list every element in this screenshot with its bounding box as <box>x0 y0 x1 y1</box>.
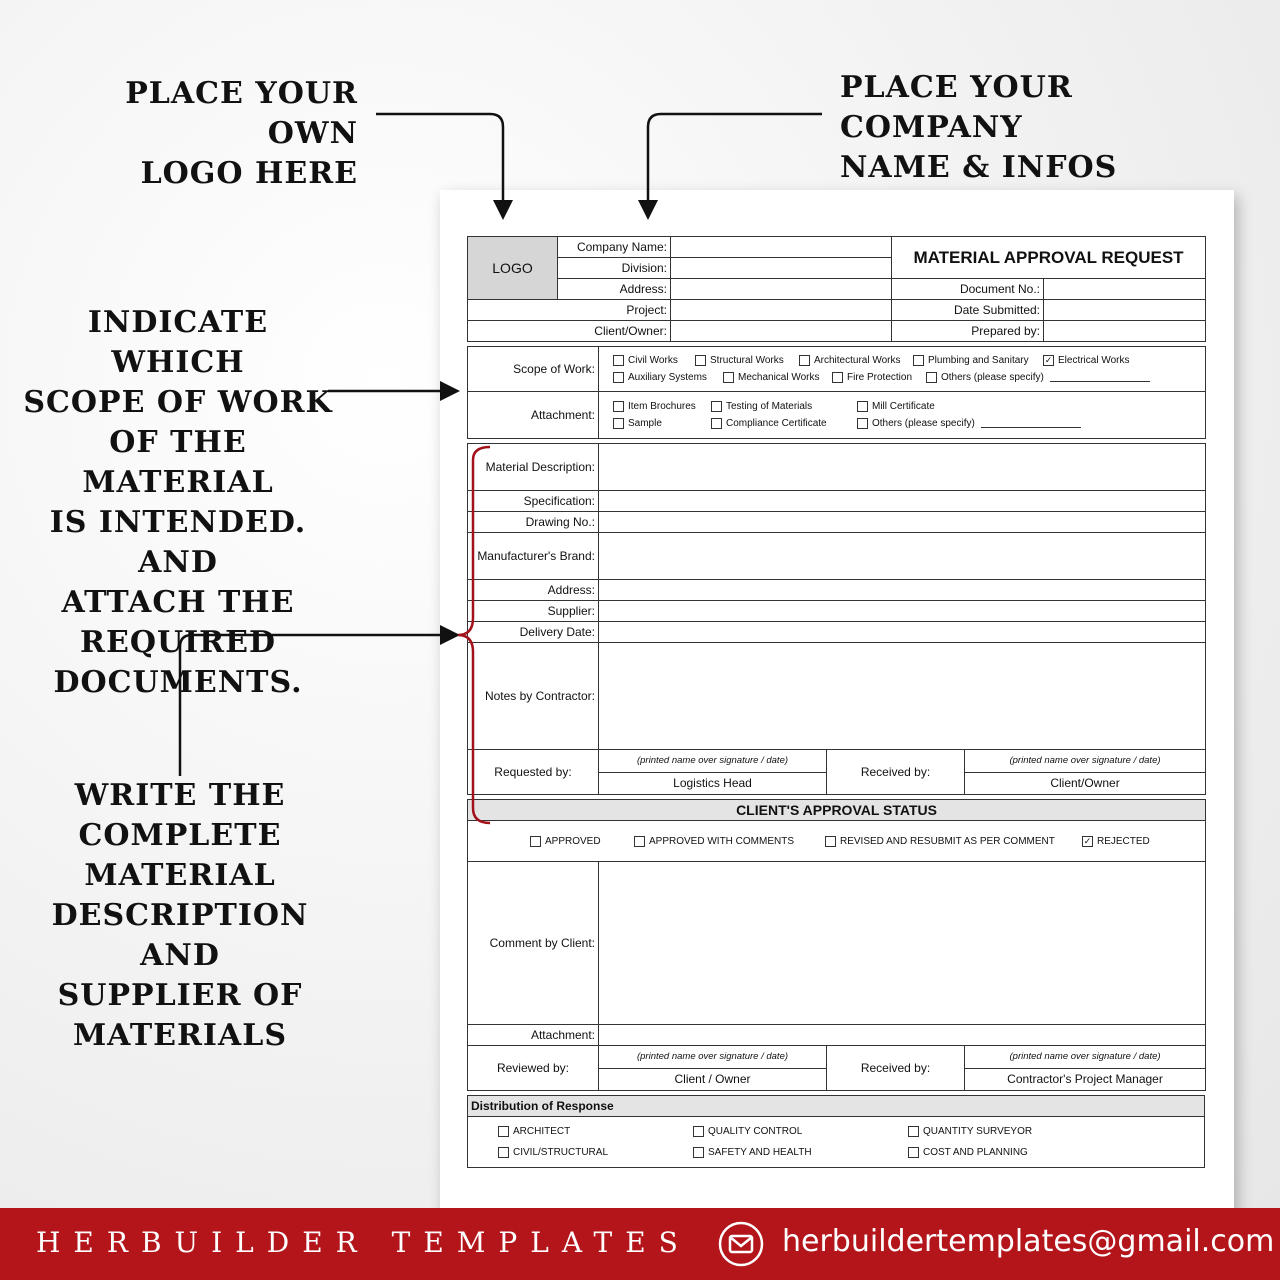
attachment-item-brochures[interactable]: Item Brochures <box>613 401 703 412</box>
scope-table <box>467 346 1206 439</box>
status-rejected[interactable]: ✓ REJECTED <box>1083 835 1150 847</box>
delivery-date-label: Delivery Date: <box>468 622 599 643</box>
notes-contractor-label: Notes by Contractor: <box>468 643 599 750</box>
mfr-address-label: Address: <box>468 580 599 601</box>
specify-line[interactable] <box>1050 373 1150 382</box>
scope-auxiliary-systems[interactable]: Auxiliary Systems <box>613 372 715 383</box>
specification-field[interactable] <box>599 491 1206 512</box>
scope-architectural-works[interactable]: Architectural Works <box>799 355 905 366</box>
footer-bar <box>0 1208 1280 1280</box>
client-owner-field[interactable] <box>671 321 892 342</box>
scope-electrical-works[interactable]: ✓ Electrical Works <box>1044 355 1130 366</box>
form-title: MATERIAL APPROVAL REQUEST <box>892 237 1206 279</box>
callout-logo: PLACE YOUR OWN LOGO HERE <box>125 76 358 191</box>
checkbox-icon <box>613 401 624 412</box>
checkbox-icon <box>693 1126 704 1137</box>
material-table <box>467 443 1206 795</box>
status-options <box>468 821 1206 862</box>
attachment-mill-certificate[interactable]: Mill Certificate <box>857 401 935 412</box>
scope-civil-works[interactable]: Civil Works <box>613 355 687 366</box>
distribution-row-2 <box>498 1147 1201 1158</box>
dist-safety-health[interactable]: SAFETY AND HEALTH <box>693 1147 900 1158</box>
callout-scope: INDICATE WHICH SCOPE OF WORK OF THE MATERIAL IS INTENDED. AND ATTACH THE REQUIRED DOCUMENTS. <box>23 305 333 700</box>
manufacturer-brand-label: Manufacturer's Brand: <box>468 533 599 580</box>
checkbox-icon <box>613 372 624 383</box>
contractor-pm-label: Contractor's Project Manager <box>965 1068 1206 1091</box>
scope-structural-works[interactable]: Structural Works <box>695 355 791 366</box>
checkbox-icon <box>530 836 541 847</box>
checkbox-icon <box>857 401 868 412</box>
callout-company: PLACE YOUR COMPANY NAME & INFOS <box>840 70 1118 185</box>
scope-label: Scope of Work: <box>468 347 599 392</box>
scope-others[interactable]: Others (please specify) <box>926 372 1150 383</box>
supplier-field[interactable] <box>599 601 1206 622</box>
dist-quantity-surveyor[interactable]: QUANTITY SURVEYOR <box>908 1126 1032 1137</box>
address-field[interactable] <box>671 279 892 300</box>
attachment-sample[interactable]: Sample <box>613 418 703 429</box>
checkbox-icon <box>613 418 624 429</box>
address-label: Address: <box>558 279 671 300</box>
supplier-label: Supplier: <box>468 601 599 622</box>
attachment-row-2 <box>613 418 1202 429</box>
logistics-head-label: Logistics Head <box>599 772 827 795</box>
scope-row-1 <box>613 355 1202 366</box>
callout-material: WRITE THE COMPLETE MATERIAL DESCRIPTION AND SUPPLIER OF MATERIALS <box>51 778 309 1053</box>
checkbox-icon <box>695 355 706 366</box>
received-by2-label: Received by: <box>827 1046 965 1091</box>
attachment-label: Attachment: <box>468 392 599 439</box>
checkbox-icon <box>908 1147 919 1158</box>
attachment2-label: Attachment: <box>468 1025 599 1046</box>
delivery-date-field[interactable] <box>599 622 1206 643</box>
checkbox-icon <box>634 836 645 847</box>
attachment-row-1 <box>613 401 1202 412</box>
comment-client-label: Comment by Client: <box>468 862 599 1025</box>
attachment2-field[interactable] <box>599 1025 1206 1046</box>
drawing-no-label: Drawing No.: <box>468 512 599 533</box>
specify-line[interactable] <box>981 419 1081 428</box>
checkbox-icon <box>908 1126 919 1137</box>
mfr-address-field[interactable] <box>599 580 1206 601</box>
checkbox-icon <box>498 1147 509 1158</box>
client-owner-sig-label: Client/Owner <box>965 772 1206 795</box>
drawing-no-field[interactable] <box>599 512 1206 533</box>
sig-note: (printed name over signature / date) <box>599 1046 827 1069</box>
header-table <box>467 236 1206 342</box>
contact-email[interactable]: herbuildertemplates@gmail.com <box>782 1224 1275 1259</box>
checkbox-icon <box>825 836 836 847</box>
status-revise-resubmit[interactable]: REVISED AND RESUBMIT AS PER COMMENT <box>825 836 1074 847</box>
sig-note: (printed name over signature / date) <box>965 750 1206 773</box>
scope-plumbing-sanitary[interactable]: Plumbing and Sanitary <box>913 355 1035 366</box>
status-row <box>530 836 1202 847</box>
company-name-field[interactable] <box>671 237 892 258</box>
attachment-compliance[interactable]: Compliance Certificate <box>711 418 849 429</box>
attachment-testing[interactable]: Testing of Materials <box>711 401 849 412</box>
scope-fire-protection[interactable]: Fire Protection <box>832 372 918 383</box>
checkmark-icon: ✓ <box>1044 355 1053 365</box>
client-owner2-label: Client / Owner <box>599 1068 827 1091</box>
logo-placeholder: LOGO <box>468 237 558 300</box>
requested-by-label: Requested by: <box>468 750 599 795</box>
approval-table <box>467 799 1206 1091</box>
status-approved[interactable]: APPROVED <box>530 836 626 847</box>
checkbox-icon <box>498 1126 509 1137</box>
checkbox-icon <box>857 418 868 429</box>
checkbox-icon <box>832 372 843 383</box>
company-name-label: Company Name: <box>558 237 671 258</box>
checkbox-icon <box>711 401 722 412</box>
status-approved-with-comments[interactable]: APPROVED WITH COMMENTS <box>634 836 817 847</box>
dist-quality-control[interactable]: QUALITY CONTROL <box>693 1126 900 1137</box>
material-approval-form <box>467 236 1205 1168</box>
sig-note: (printed name over signature / date) <box>599 750 827 773</box>
material-description-label: Material Description: <box>468 444 599 491</box>
distribution-row-1 <box>498 1126 1201 1137</box>
brand-name: HERBUILDER TEMPLATES <box>36 1226 691 1259</box>
attachment-others[interactable]: Others (please specify) <box>857 418 1081 429</box>
date-submitted-label: Date Submitted: <box>892 300 1044 321</box>
scope-mechanical-works[interactable]: Mechanical Works <box>723 372 824 383</box>
date-submitted-field[interactable] <box>1044 300 1206 321</box>
checkbox-icon <box>913 355 924 366</box>
received-by-label: Received by: <box>827 750 965 795</box>
mail-icon <box>718 1221 764 1267</box>
form-sheet <box>440 190 1234 1220</box>
document-no-label: Document No.: <box>892 279 1044 300</box>
approval-status-title: CLIENT'S APPROVAL STATUS <box>468 800 1206 821</box>
scope-options <box>599 347 1206 392</box>
checkbox-icon <box>799 355 810 366</box>
dist-architect[interactable]: ARCHITECT <box>498 1126 685 1137</box>
checkbox-icon <box>723 372 734 383</box>
division-field[interactable] <box>671 258 892 279</box>
dist-cost-planning[interactable]: COST AND PLANNING <box>908 1147 1028 1158</box>
checkmark-icon: ✓ <box>1083 835 1092 846</box>
checkbox-icon <box>693 1147 704 1158</box>
project-field[interactable] <box>671 300 892 321</box>
dist-civil-structural[interactable]: CIVIL/STRUCTURAL <box>498 1147 685 1158</box>
checkbox-icon <box>711 418 722 429</box>
distribution-options <box>468 1117 1205 1168</box>
prepared-by-label: Prepared by: <box>892 321 1044 342</box>
distribution-table <box>467 1095 1205 1168</box>
material-description-field[interactable] <box>599 444 1206 491</box>
project-label: Project: <box>468 300 671 321</box>
specification-label: Specification: <box>468 491 599 512</box>
document-no-field[interactable] <box>1044 279 1206 300</box>
prepared-by-field[interactable] <box>1044 321 1206 342</box>
reviewed-by-label: Reviewed by: <box>468 1046 599 1091</box>
comment-client-field[interactable] <box>599 862 1206 1025</box>
scope-row-2 <box>613 372 1202 383</box>
distribution-title: Distribution of Response <box>468 1096 1205 1117</box>
manufacturer-brand-field[interactable] <box>599 533 1206 580</box>
notes-contractor-field[interactable] <box>599 643 1206 750</box>
checkbox-icon <box>926 372 937 383</box>
attachment-options <box>599 392 1206 439</box>
sig-note: (printed name over signature / date) <box>965 1046 1206 1069</box>
checkbox-icon <box>613 355 624 366</box>
client-owner-label: Client/Owner: <box>468 321 671 342</box>
division-label: Division: <box>558 258 671 279</box>
